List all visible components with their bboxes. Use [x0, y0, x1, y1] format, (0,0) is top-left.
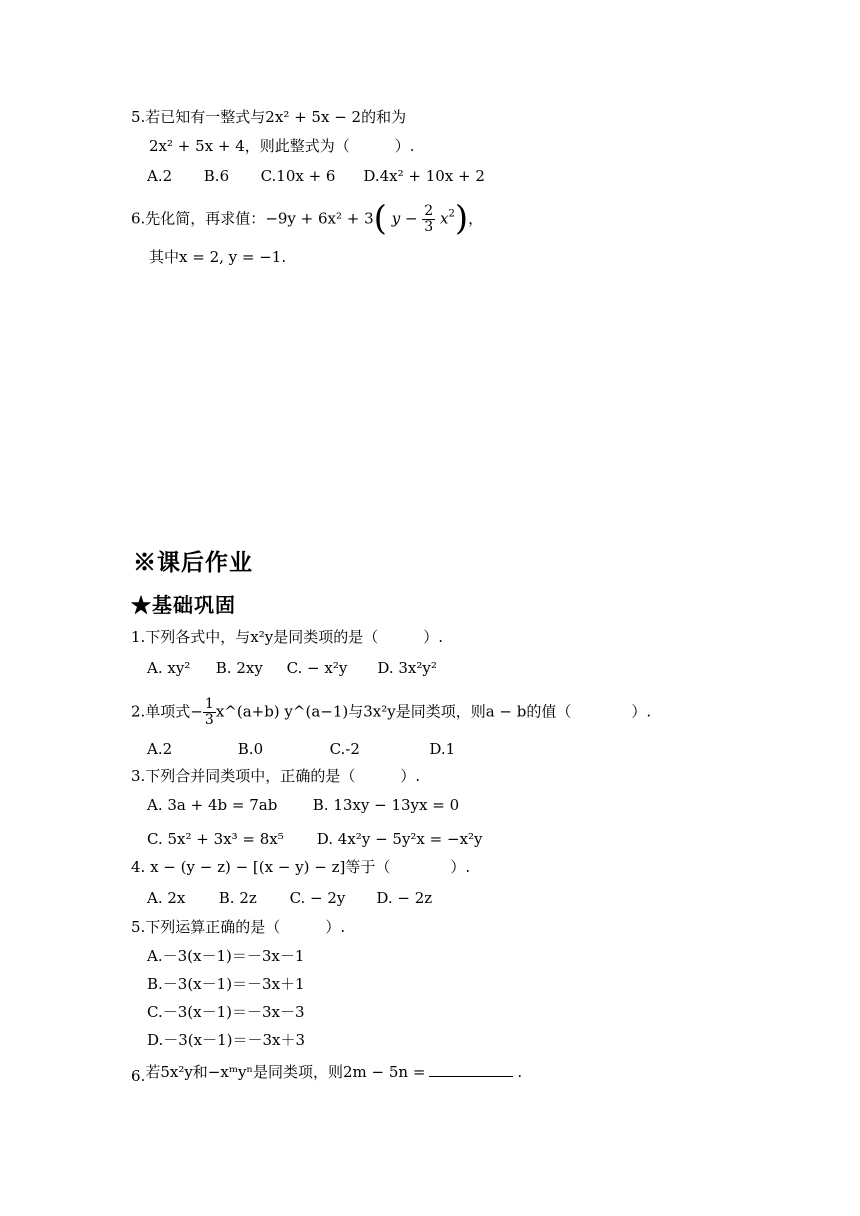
- hw-question-3-options-row-2: [147, 829, 483, 849]
- hw-question-4-options: [147, 888, 432, 908]
- question-5-line-2: 2x² + 5x + 4，则此整式为（ ）.: [149, 137, 415, 155]
- expression: −9y + 6x² + 3: [265, 209, 374, 228]
- question-5-options: [147, 166, 485, 186]
- question-5-line-1: 5.若已知有一整式与2x² + 5x − 2的和为: [131, 108, 407, 126]
- option-b: B. 13xy − 13yx = 0: [312, 796, 460, 814]
- option-d: D. 3x²y²: [377, 659, 437, 677]
- hw-question-5: 5.下列运算正确的是（ ）.: [131, 918, 346, 936]
- section-title: ★基础巩固: [131, 593, 236, 617]
- hw-question-2-options: [147, 739, 455, 759]
- hw-question-5-option-c: C.－3(x－1)＝－3x－3: [147, 1003, 305, 1021]
- hw-question-5-option-b: B.－3(x－1)＝－3x＋1: [147, 975, 305, 993]
- option-a: A. 3a + 4b = 7ab: [147, 796, 278, 814]
- option-c: C. − 2y: [289, 889, 346, 907]
- answer-blank[interactable]: [429, 1062, 513, 1077]
- option-b: B. 2z: [218, 889, 257, 907]
- hw-question-6: 6.若5x²y和−xᵐyⁿ是同类项，则2m − 5n = .: [131, 1063, 523, 1085]
- option-a: A. 2x: [147, 889, 186, 907]
- option-c: C.10x + 6: [260, 167, 336, 185]
- hw-question-5-option-d: D.－3(x－1)＝－3x＋3: [147, 1031, 306, 1049]
- option-d: D.1: [429, 740, 456, 758]
- option-c: C.-2: [329, 740, 360, 758]
- hw-question-2: 2.单项式− $\frac{1}{3}$ x^(a+b) y^(a−1)与3x²y是同类项，则a − b的值（ ）.: [131, 696, 652, 728]
- homework-title: ※课后作业: [133, 549, 253, 576]
- fraction: $\frac{1}{3}$: [204, 696, 214, 728]
- question-6-line-1: 6.先化简，再求值：−9y + 6x² + 3( y − $\frac{2}{3}$ $x^2$)，: [131, 198, 484, 239]
- hw-question-3-options-row-1: [147, 795, 459, 815]
- option-d: D. 4x²y − 5y²x = −x²y: [316, 830, 483, 848]
- option-c: C. 5x² + 3x³ = 8x⁵: [147, 830, 284, 848]
- question-6-line-2: 其中x = 2, y = −1.: [149, 248, 287, 266]
- option-c: C. − x²y: [286, 659, 348, 677]
- option-b: B.6: [203, 167, 230, 185]
- hw-question-3: 3.下列合并同类项中，正确的是（ ）.: [131, 767, 421, 785]
- hw-question-1-options: [147, 658, 437, 678]
- option-b: B. 2xy: [215, 659, 263, 677]
- option-d: D. − 2z: [376, 889, 433, 907]
- hw-question-4: 4. x − (y − z) − [(x − y) − z]等于（ ）.: [131, 858, 471, 876]
- hw-question-1: 1.下列各式中，与x²y是同类项的是（ ）.: [131, 628, 444, 646]
- option-a: A.2: [147, 740, 173, 758]
- option-b: B.0: [237, 740, 264, 758]
- hw-question-5-option-a: A.－3(x－1)＝－3x－1: [147, 947, 305, 965]
- option-a: A. xy²: [147, 659, 191, 677]
- fraction: $\frac{2}{3}$: [424, 203, 434, 235]
- option-a: A.2: [147, 167, 173, 185]
- option-d: D.4x² + 10x + 2: [363, 167, 485, 185]
